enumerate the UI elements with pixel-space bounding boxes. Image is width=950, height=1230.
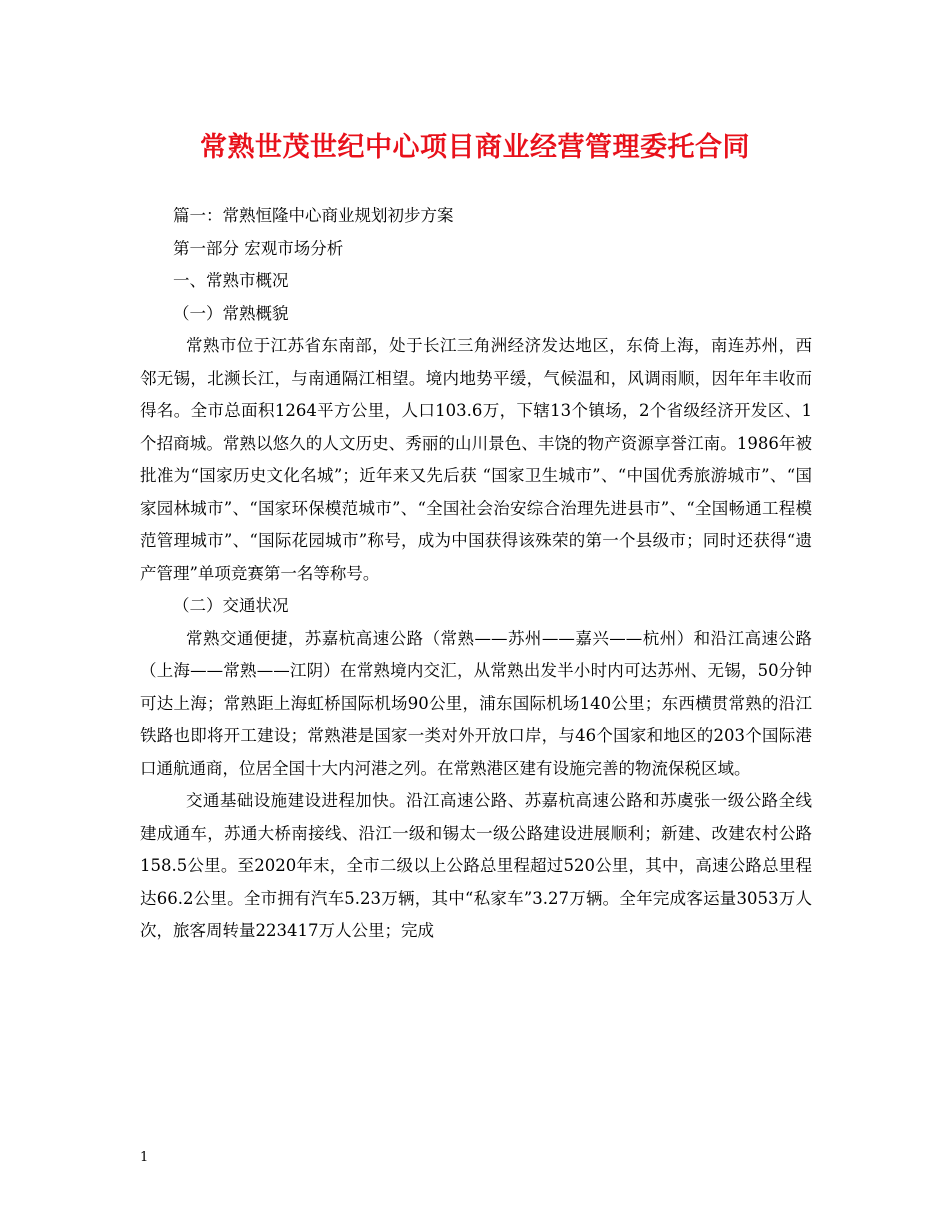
document-body	[140, 200, 812, 948]
item-heading-traffic: （二）交通状况	[173, 596, 289, 615]
paragraph-traffic-2: 交通基础设施建设进程加快。沿江高速公路、苏嘉杭高速公路和苏虞张一级公路全线建成通车，苏通大桥南接线、沿江一级和锡太一级公路建设进展顺利；新建、改建农村公路158.5公里。至2020年末，全市二级以上公路总里程超过520公里，其中，高速公路总里程达66.2公里。全市拥有汽车5.23万辆，其中“私家车”3.27万辆。全年完成客运量3053万人次，旅客周转量223417万人公里；完成	[140, 791, 812, 940]
subsection-heading: 一、常熟市概况	[173, 271, 289, 290]
paragraph-traffic-1: 常熟交通便捷，苏嘉杭高速公路（常熟——苏州——嘉兴——杭州）和沿江高速公路（上海——常熟——江阴）在常熟境内交汇，从常熟出发半小时内可达苏州、无锡，50分钟可达上海；常熟距上海虹桥国际机场90公里，浦东国际机场140公里；东西横贯常熟的沿江铁路也即将开工建设；常熟港是国家一类对外开放口岸，与46个国家和地区的203个国际港口通航通商，位居全国十大内河港之列。在常熟港区建有设施完善的物流保税区域。	[140, 628, 812, 778]
item-heading-overview: （一）常熟概貌	[173, 303, 289, 323]
part-heading: 篇一：常熟恒隆中心商业规划初步方案	[173, 206, 454, 225]
section-heading: 第一部分 宏观市场分析	[173, 238, 344, 258]
page-title: 常熟世茂世纪中心项目商业经营管理委托合同	[200, 132, 750, 163]
page-number: 1	[140, 1150, 149, 1165]
paragraph-overview: 常熟市位于江苏省东南部，处于长江三角洲经济发达地区，东倚上海，南连苏州，西邻无锡，北濒长江，与南通隔江相望。境内地势平缓，气候温和，风调雨顺，因年年丰收而得名。全市总面积1264平方公里，人口103.6万，下辖13个镇场，2个省级经济开发区、1个招商城。常熟以悠久的人文历史、秀丽的山川景色、丰饶的物产资源享誉江南。1986年被批准为“国家历史文化名城”；近年来又先后获 “国家卫生城市”、“中国优秀旅游城市”、“国家园林城市”、“国家环保模范城市”、“全国社会治安综合治理先进县市”、“全国畅通工程模范管理城市”、“国际花园城市”称号，成为中国获得该殊荣的第一个县级市；同时还获得“遗产管理”单项竞赛第一名等称号。	[140, 336, 812, 583]
